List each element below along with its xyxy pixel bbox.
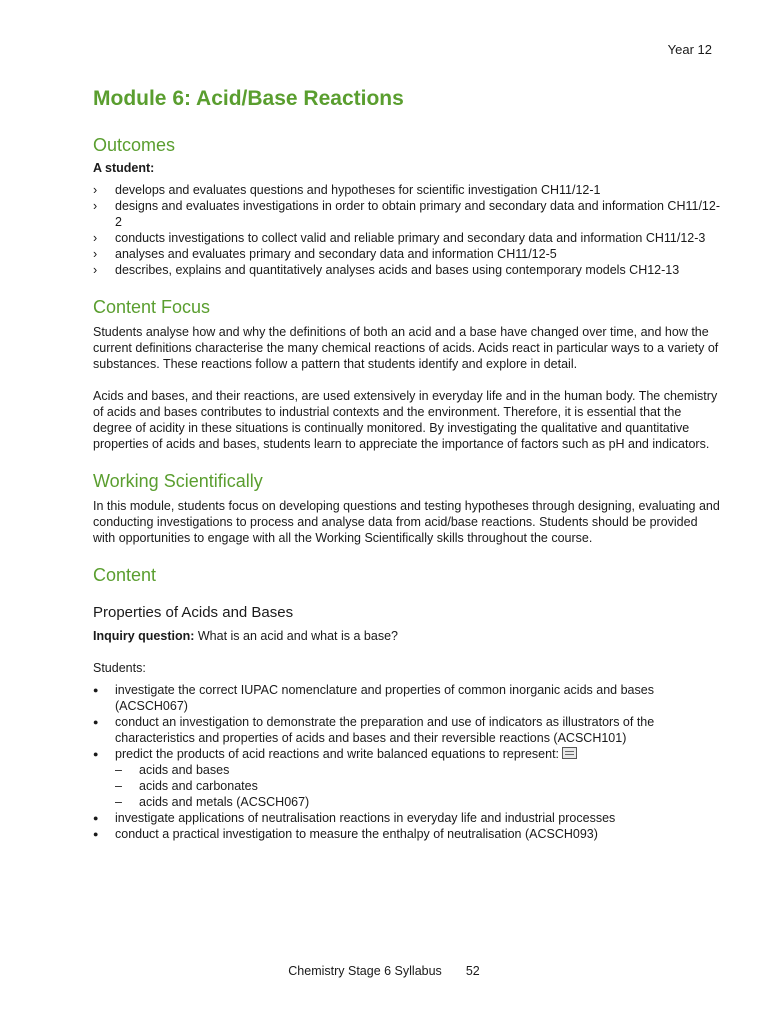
content-item: ● investigate applications of neutralisation reactions in everyday life and industrial processes xyxy=(93,810,723,826)
content-subitem: – acids and bases xyxy=(115,762,723,778)
working-scientifically-paragraph: In this module, students focus on developing questions and testing hypotheses through designing, evaluating and conducting investigations to process and analyse data from acid/base reactions. Students should be provided with opportunities to engage with all the Working Scientifically skills throughout the course. xyxy=(93,499,720,545)
content-item xyxy=(93,746,723,762)
outcomes-heading: Outcomes xyxy=(93,135,176,155)
outcomes-list xyxy=(93,182,723,278)
content-subitem: – acids and carbonates xyxy=(115,778,723,794)
inquiry-question xyxy=(93,628,723,644)
module-title: Module 6: Acid/Base Reactions xyxy=(93,87,404,110)
page-footer xyxy=(0,964,768,978)
content-heading: Content xyxy=(93,565,157,585)
content-sublist xyxy=(115,762,723,810)
content-item-text: predict the products of acid reactions and write balanced equations to represent: xyxy=(115,747,560,761)
content-subheading: Properties of Acids and Bases xyxy=(93,604,294,621)
outcome-item: › develops and evaluates questions and hypotheses for scientific investigation CH11/12-1 xyxy=(93,182,723,198)
outcome-item: › analyses and evaluates primary and secondary data and information CH11/12-5 xyxy=(93,246,723,262)
content-item: ● conduct a practical investigation to measure the enthalpy of neutralisation (ACSCH093) xyxy=(93,826,723,842)
content-item: ● conduct an investigation to demonstrate the preparation and use of indicators as illustrators of the characteristics and properties of acids and bases and their reversible reactions (ACSCH101) xyxy=(93,714,723,746)
page-content xyxy=(93,86,723,842)
students-label: Students: xyxy=(93,661,146,675)
content-focus-paragraph: Students analyse how and why the definitions of both an acid and a base have changed over time, and how the current definitions characterise the many chemical reactions of acids. Acids react in particular ways to a variety of substances. These reactions follow a pattern that students identify and explore in detail. xyxy=(93,325,719,371)
working-scientifically-heading: Working Scientifically xyxy=(93,471,263,491)
page-number: 52 xyxy=(465,964,480,978)
outcome-item: › describes, explains and quantitatively analyses acids and bases using contemporary models CH12-13 xyxy=(93,262,723,278)
inquiry-label: Inquiry question: xyxy=(93,629,195,643)
footer-title: Chemistry Stage 6 Syllabus xyxy=(288,964,442,978)
content-item: ● investigate the correct IUPAC nomenclature and properties of common inorganic acids and bases (ACSCH067) xyxy=(93,682,723,714)
inquiry-text: What is an acid and what is a base? xyxy=(194,629,398,643)
outcome-item: › designs and evaluates investigations in order to obtain primary and secondary data and information CH11/12-2 xyxy=(93,198,723,230)
outcome-item: › conducts investigations to collect valid and reliable primary and secondary data and information CH11/12-3 xyxy=(93,230,723,246)
document-icon xyxy=(562,747,577,759)
content-list xyxy=(93,682,723,762)
content-focus-heading: Content Focus xyxy=(93,297,211,317)
year-label: Year 12 xyxy=(667,42,712,57)
outcomes-intro: A student: xyxy=(93,161,155,175)
content-subitem: – acids and metals (ACSCH067) xyxy=(115,794,723,810)
content-focus-paragraph: Acids and bases, and their reactions, are used extensively in everyday life and in the human body. The chemistry of acids and bases contributes to industrial contexts and the environment. Therefore, it is essential that the degree of acidity in these situations is continually monitored. By investigating the qualitative and quantitative properties of acids and bases, students learn to appreciate the importance of factors such as pH and indicators. xyxy=(93,389,718,451)
content-list-continued xyxy=(93,810,723,842)
